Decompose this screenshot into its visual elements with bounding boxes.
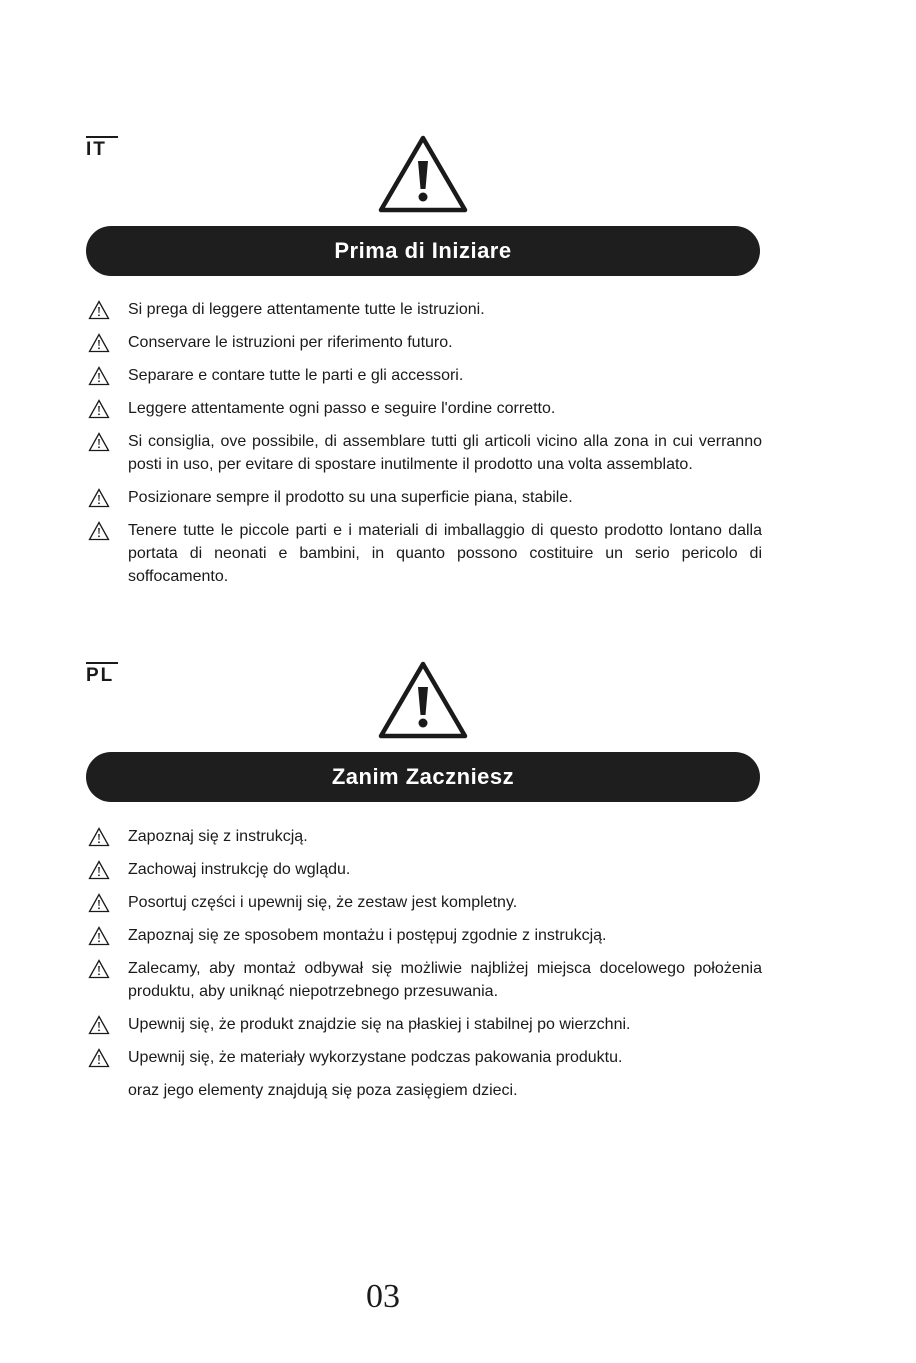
list-item: Tenere tutte le piccole parti e i materiali di imballaggio di questo prodotto lontano dalla portata di neonati e bambini, in quanto possono costituire un serio pericolo di soffocamento. <box>86 519 762 588</box>
list-item: Upewnij się, że materiały wykorzystane podczas pakowania produktu. <box>86 1046 762 1069</box>
warning-triangle-icon <box>88 521 110 541</box>
section-title-banner-it: Prima di Iniziare <box>86 226 760 276</box>
list-item: Zapoznaj się z instrukcją. <box>86 825 762 848</box>
list-item: Upewnij się, że produkt znajdzie się na płaskiej i stabilnej po wierzchni. <box>86 1013 762 1036</box>
warning-triangle-icon <box>88 959 110 979</box>
list-item: Separare e contare tutte le parti e gli accessori. <box>86 364 762 387</box>
warning-triangle-icon <box>88 399 110 419</box>
warning-triangle-icon <box>88 1048 110 1068</box>
warning-triangle-icon <box>88 926 110 946</box>
section-title-banner-pl: Zanim Zaczniesz <box>86 752 760 802</box>
list-item: Posizionare sempre il prodotto su una superficie piana, stabile. <box>86 486 762 509</box>
warning-triangle-icon <box>88 432 110 452</box>
list-item-continuation: oraz jego elementy znajdują się poza zasięgiem dzieci. <box>128 1082 518 1099</box>
language-code-pl: PL <box>86 662 118 686</box>
list-item: Zalecamy, aby montaż odbywał się możliwie najbliżej miejsca docelowego położenia produktu, aby uniknąć niepotrzebnego przesuwania. <box>86 957 762 1003</box>
language-code-it: IT <box>86 136 118 160</box>
warning-triangle-icon <box>88 366 110 386</box>
list-item: Conservare le istruzioni per riferimento futuro. <box>86 331 762 354</box>
warning-triangle-icon <box>88 1015 110 1035</box>
list-item: Posortuj części i upewnij się, że zestaw jest kompletny. <box>86 891 762 914</box>
warning-triangle-icon <box>377 134 469 214</box>
list-item: Zachowaj instrukcję do wglądu. <box>86 858 762 881</box>
list-item: Leggere attentamente ogni passo e seguire l'ordine corretto. <box>86 397 762 420</box>
warning-triangle-icon <box>88 333 110 353</box>
warning-triangle-icon <box>88 860 110 880</box>
warning-triangle-icon <box>88 893 110 913</box>
instruction-list-it <box>86 298 762 588</box>
page-number: 03 <box>366 1278 400 1315</box>
list-item: Zapoznaj się ze sposobem montażu i postępuj zgodnie z instrukcją. <box>86 924 762 947</box>
warning-triangle-icon <box>88 827 110 847</box>
warning-triangle-icon <box>88 488 110 508</box>
warning-triangle-icon <box>88 300 110 320</box>
list-item: Si consiglia, ove possibile, di assemblare tutti gli articoli vicino alla zona in cui verranno posti in uso, per evitare di spostare inutilmente il prodotto una volta assemblato. <box>86 430 762 476</box>
warning-triangle-icon <box>377 660 469 740</box>
instruction-list-pl <box>86 825 762 1102</box>
list-item: Si prega di leggere attentamente tutte le istruzioni. <box>86 298 762 321</box>
